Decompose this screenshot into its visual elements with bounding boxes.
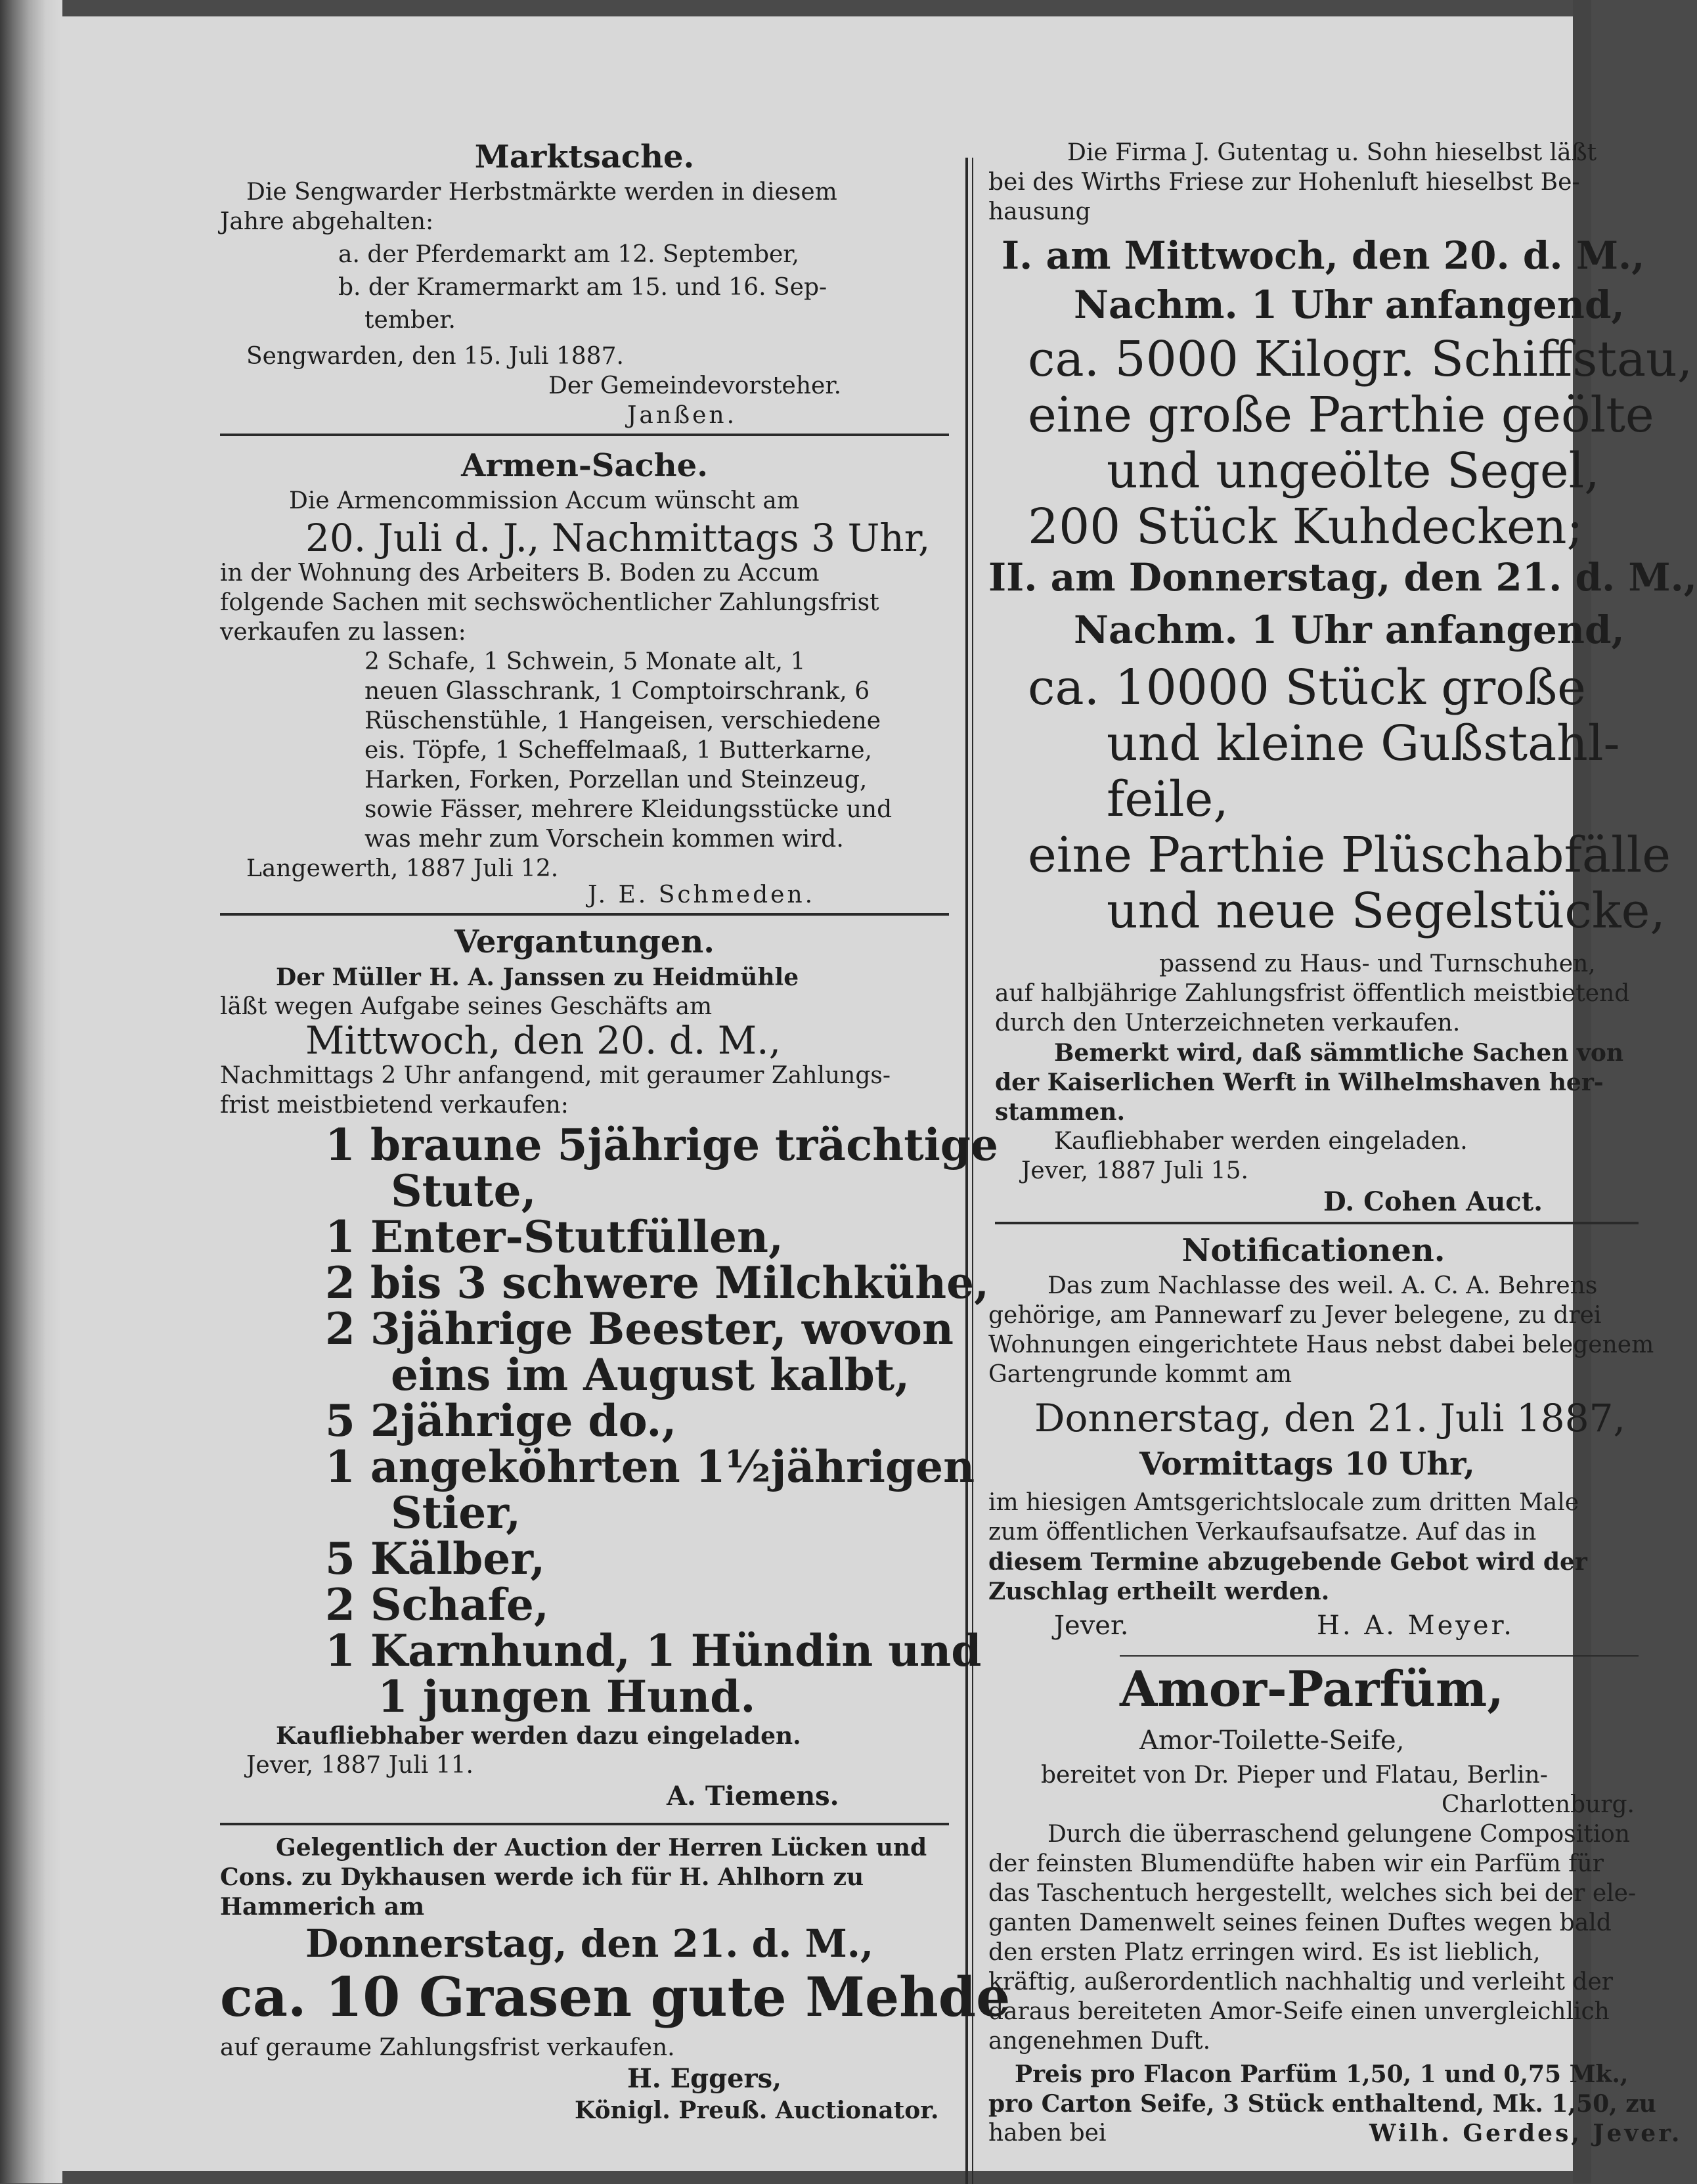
text-line: sowie Fässer, mehrere Kleidungsstücke und: [364, 796, 893, 823]
text-line: läßt wegen Aufgabe seines Geschäfts am: [220, 993, 713, 1020]
section-divider: [220, 913, 949, 916]
item-line: und ungeölte Segel,: [1107, 443, 1600, 499]
text-line: Gartengrunde kommt am: [988, 1361, 1292, 1388]
section-divider: [220, 1823, 949, 1825]
text-line: Bemerkt wird, daß sämmtliche Sachen von: [1054, 1039, 1624, 1067]
product-title: Amor-Parfüm,: [1120, 1661, 1505, 1718]
date-line: Donnerstag, den 21. Juli 1887,: [1034, 1396, 1625, 1440]
item-line: und neue Segelstücke,: [1107, 883, 1665, 939]
text-line: Jahre abgehalten:: [220, 208, 434, 235]
item-line: 1 angeköhrten 1½jährigen: [325, 1441, 975, 1492]
column-divider: [965, 158, 968, 2184]
text-line: passend zu Haus- und Turnschuhen,: [1159, 950, 1596, 977]
time-line: Vormittags 10 Uhr,: [1139, 1446, 1475, 1482]
signature: Wilh. Gerdes, Jever.: [1369, 2120, 1683, 2147]
text-line: bereitet von Dr. Pieper und Flatau, Berlin-: [1041, 1762, 1548, 1789]
date-line: 20. Juli d. J., Nachmittags 3 Uhr,: [305, 516, 931, 560]
place-date: Jever, 1887 Juli 15.: [1021, 1157, 1248, 1184]
place-date: Sengwarden, den 15. Juli 1887.: [246, 343, 624, 370]
text-line: Nachmittags 2 Uhr anfangend, mit geraumer Zahlungs-: [220, 1062, 891, 1089]
signature: J. E. Schmeden.: [588, 881, 816, 908]
text-line: der Kaiserlichen Werft in Wilhelmshaven her-: [995, 1069, 1604, 1096]
text-line: 2 Schafe, 1 Schwein, 5 Monate alt, 1: [364, 648, 806, 675]
column-divider-thin: [972, 158, 973, 2184]
text-line: verkaufen zu lassen:: [220, 619, 466, 646]
text-line: Kaufliebhaber werden eingeladen.: [1054, 1128, 1468, 1155]
text-line: das Taschentuch hergestellt, welches sich bei der ele-: [988, 1880, 1637, 1907]
text-line: Rüschenstühle, 1 Hangeisen, verschiedene: [364, 707, 881, 734]
item-line: 1 Karnhund, 1 Hündin und: [325, 1625, 982, 1676]
text-line: Der Müller H. A. Janssen zu Heidmühle: [276, 964, 799, 991]
text-line: Durch die überraschend gelungene Composition: [1047, 1821, 1630, 1848]
item-line: 1 jungen Hund.: [378, 1671, 756, 1722]
item-line: 2 Schafe,: [325, 1579, 549, 1630]
time-line: Nachm. 1 Uhr anfangend,: [1074, 282, 1625, 327]
heading: Armen-Sache.: [461, 447, 708, 484]
time-line: Nachm. 1 Uhr anfangend,: [1074, 608, 1625, 652]
text-line: auf geraume Zahlungsfrist verkaufen.: [220, 2034, 675, 2061]
item-line: 5 2jährige do.,: [325, 1395, 677, 1446]
text-line: folgende Sachen mit sechswöchentlicher Zahlungsfrist: [220, 589, 879, 616]
text-line: auf halbjährige Zahlungsfrist öffentlich meistbietend: [995, 980, 1630, 1007]
text-line: haben bei: [988, 2120, 1107, 2147]
text-line: b. der Kramermarkt am 15. und 16. Sep-: [338, 274, 827, 301]
date-line: Donnerstag, den 21. d. M.,: [305, 1921, 874, 1966]
text-line: bei des Wirths Friese zur Hohenluft hieselbst Be-: [988, 169, 1580, 196]
signature: H. Eggers,: [627, 2063, 782, 2094]
text-line: Gelegentlich der Auction der Herren Lücken und: [276, 1834, 927, 1861]
text-line: hausung: [988, 198, 1091, 225]
text-line: Harken, Forken, Porzellan und Steinzeug,: [364, 767, 868, 793]
item-line: Stute,: [391, 1165, 537, 1216]
text-line: den ersten Platz erringen wird. Es ist lieblich,: [988, 1939, 1541, 1966]
signature-title: Königl. Preuß. Auctionator.: [575, 2097, 939, 2124]
text-line: durch den Unterzeichneten verkaufen.: [995, 1010, 1461, 1036]
signature-title: Der Gemeindevorsteher.: [548, 372, 842, 399]
text-line: Kaufliebhaber werden dazu eingeladen.: [276, 1722, 801, 1750]
item-line: 2 3jährige Beester, wovon: [325, 1303, 954, 1354]
item-line: und kleine Gußstahl-: [1107, 715, 1620, 772]
text-line: Die Sengwarder Herbstmärkte werden in diesem: [246, 179, 837, 206]
text-line: Wohnungen eingerichtete Haus nebst dabei belegenem: [988, 1331, 1654, 1358]
item-line: 200 Stück Kuhdecken;: [1028, 499, 1583, 555]
text-line: tember.: [364, 307, 456, 334]
item-line: eine große Parthie geölte: [1028, 387, 1654, 443]
text-line: im hiesigen Amtsgerichtslocale zum dritten Male: [988, 1489, 1579, 1516]
item-line: ca. 10 Grasen gute Mehde: [220, 1966, 1011, 2029]
text-line: zum öffentlichen Verkaufsaufsatze. Auf das in: [988, 1519, 1537, 1546]
text-line: ganten Damenwelt seines feinen Duftes wegen bald: [988, 1909, 1612, 1936]
item-line: eine Parthie Plüschabfälle: [1028, 827, 1671, 883]
text-line: gehörige, am Pannewarf zu Jever belegene, zu drei: [988, 1302, 1602, 1329]
item-line: eins im August kalbt,: [391, 1349, 910, 1400]
heading: Marktsache.: [474, 139, 695, 175]
page-edge-shadow: [0, 0, 62, 2183]
newspaper-page: [62, 16, 1697, 2171]
section-divider: [220, 434, 949, 436]
item-line: ca. 10000 Stück große: [1028, 659, 1586, 716]
item-line: 1 Enter-Stutfüllen,: [325, 1211, 783, 1262]
item-line: feile,: [1107, 771, 1229, 828]
text-line: was mehr zum Vorschein kommen wird.: [364, 826, 844, 853]
place: Jever.: [1054, 1611, 1129, 1641]
text-line: eis. Töpfe, 1 Scheffelmaaß, 1 Butterkarne,: [364, 737, 872, 764]
heading: Vergantungen.: [454, 924, 715, 960]
heading: Notificationen.: [1181, 1232, 1445, 1269]
product-subtitle: Amor-Toilette-Seife,: [1139, 1726, 1405, 1756]
text-line: a. der Pferdemarkt am 12. September,: [338, 241, 799, 268]
text-line: daraus bereiteten Amor-Seife einen unvergleichlich: [988, 1998, 1610, 2025]
text-line: in der Wohnung des Arbeiters B. Boden zu Accum: [220, 560, 820, 587]
text-line: angenehmen Duft.: [988, 2028, 1211, 2055]
date-line: II. am Donnerstag, den 21. d. M.,: [988, 555, 1697, 600]
place-date: Jever, 1887 Juli 11.: [246, 1752, 474, 1779]
text-line: Hammerich am: [220, 1893, 425, 1921]
date-line: Mittwoch, den 20. d. M.,: [305, 1018, 782, 1063]
price-line: pro Carton Seife, 3 Stück enthaltend, Mk. 1,50, zu: [988, 2090, 1656, 2118]
signature: A. Tiemens.: [667, 1781, 839, 1812]
text-line: kräftig, außerordentlich nachhaltig und verleiht der: [988, 1969, 1613, 1995]
section-divider: [995, 1222, 1639, 1224]
text-line: Cons. zu Dykhausen werde ich für H. Ahlhorn zu: [220, 1863, 864, 1891]
signature: D. Cohen Auct.: [1323, 1186, 1543, 1217]
text-line: Zuschlag ertheilt werden.: [988, 1578, 1330, 1605]
item-line: 5 Kälber,: [325, 1533, 546, 1584]
price-line: Preis pro Flacon Parfüm 1,50, 1 und 0,75 Mk.,: [1015, 2061, 1629, 2088]
text-line: frist meistbietend verkaufen:: [220, 1092, 569, 1119]
text-line: Die Armencommission Accum wünscht am: [289, 487, 799, 514]
text-line: diesem Termine abzugebende Gebot wird der: [988, 1548, 1587, 1576]
item-line: 2 bis 3 schwere Milchkühe,: [325, 1257, 990, 1308]
signature: Janßen.: [627, 402, 738, 429]
section-divider: [1120, 1655, 1639, 1657]
date-line: I. am Mittwoch, den 20. d. M.,: [1002, 233, 1645, 278]
place-date: Langewerth, 1887 Juli 12.: [246, 855, 559, 882]
text-line: stammen.: [995, 1098, 1126, 1126]
text-line: Das zum Nachlasse des weil. A. C. A. Behrens: [1047, 1272, 1598, 1299]
item-line: ca. 5000 Kilogr. Schiffstau,: [1028, 331, 1693, 388]
item-line: 1 braune 5jährige trächtige: [325, 1119, 998, 1170]
text-line: Die Firma J. Gutentag u. Sohn hieselbst läßt: [1067, 139, 1597, 166]
text-line: Charlottenburg.: [1442, 1791, 1635, 1818]
item-line: Stier,: [391, 1487, 521, 1538]
text-line: der feinsten Blumendüfte haben wir ein Parfüm für: [988, 1850, 1604, 1877]
signature: H. A. Meyer.: [1317, 1611, 1514, 1641]
text-line: neuen Glasschrank, 1 Comptoirschrank, 6: [364, 678, 870, 705]
